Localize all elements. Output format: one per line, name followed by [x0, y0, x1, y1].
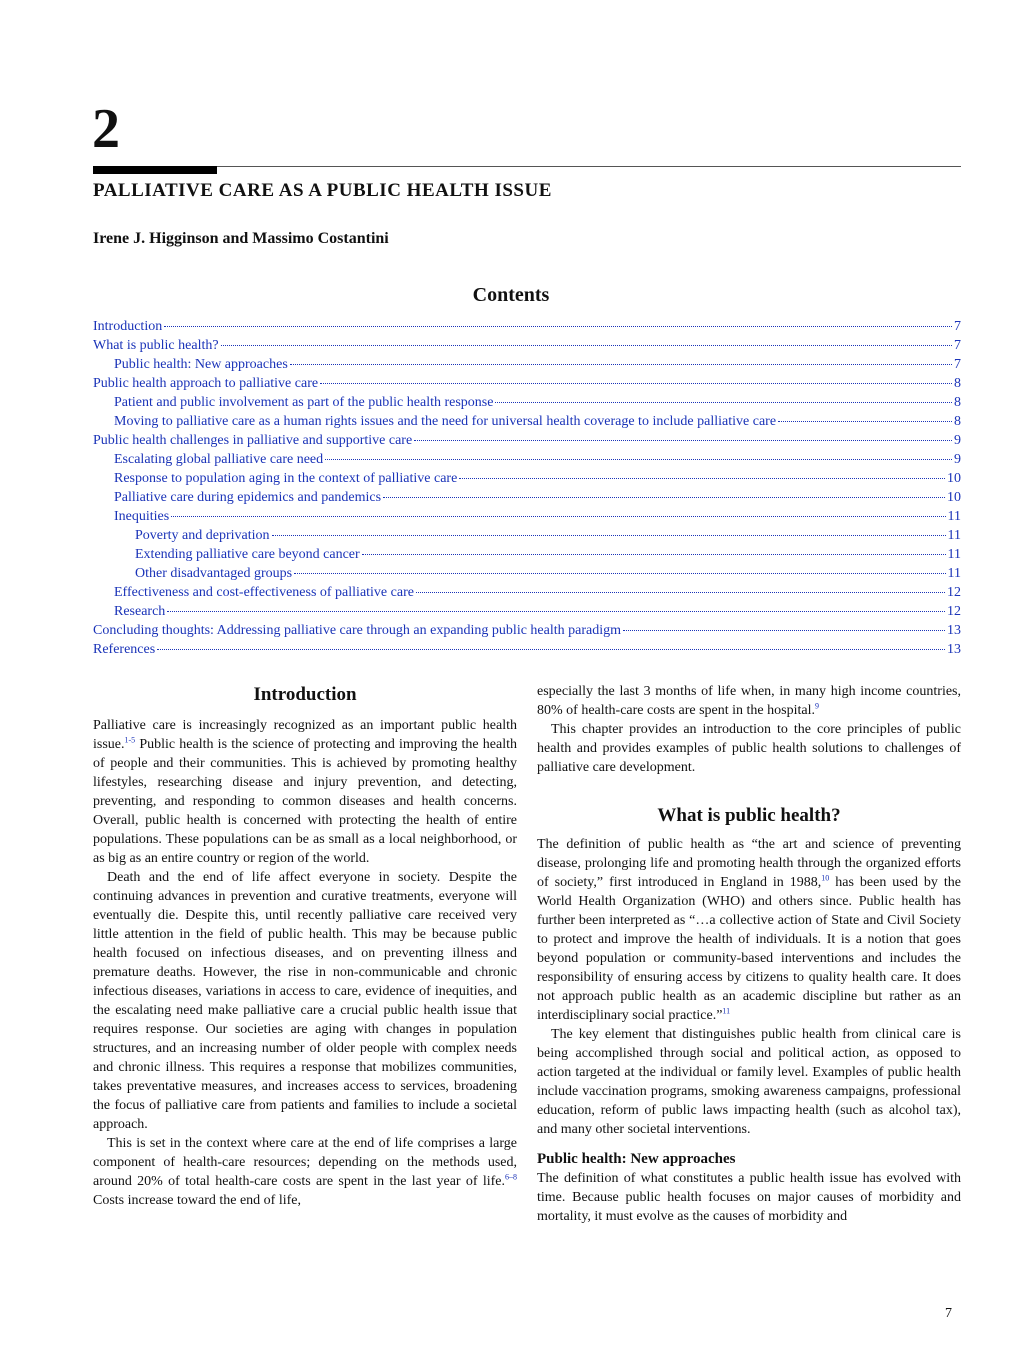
toc-entry-page: 8 [954, 414, 961, 429]
toc-entry-label: Concluding thoughts: Addressing palliative care through an expanding public health paradigm [93, 623, 621, 638]
chapter-title: PALLIATIVE CARE AS A PUBLIC HEALTH ISSUE [93, 180, 552, 201]
toc-dot-leader [495, 401, 952, 403]
toc-entry[interactable] [93, 393, 961, 412]
toc-entry-page: 7 [954, 338, 961, 353]
toc-entry-page: 13 [947, 623, 961, 638]
toc-entry-page: 7 [954, 357, 961, 372]
toc-dot-leader [164, 325, 952, 327]
toc-dot-leader [459, 477, 945, 479]
chapter-authors: Irene J. Higginson and Massimo Costantini [93, 230, 389, 247]
public-health-paragraph-1: The definition of public health as “the art and science of preventing disease, prolonging life and promoting health through the organized efforts of society,” first introduced in England in 1988,10 has been used by the World Health Organization (WHO) and others since. Public health has further been interpreted as “…a collective action of State and Civil Society to protect and improve the health of individuals. It is a notion that goes beyond population or community-based interventions and includes the responsibility of ensuring access by citizens to quality health care. It does not approach public health as an academic discipline but rather as an interdisciplinary social practice.”$^{11}$ [537, 837, 961, 1023]
toc-entry[interactable] [93, 602, 961, 621]
toc-entry-label: What is public health? [93, 338, 219, 353]
toc-dot-leader [272, 534, 946, 536]
chapter-rule-thin [217, 166, 961, 167]
toc-entry[interactable] [93, 336, 961, 355]
toc-entry-page: 8 [954, 376, 961, 391]
introduction-paragraph-5: This chapter provides an introduction to the core principles of public health and provides examples of public health solutions to challenges of palliative care development. [537, 722, 961, 775]
toc-entry-label: Public health challenges in palliative and supportive care [93, 433, 413, 448]
public-health-heading: What is public health? [657, 805, 841, 826]
toc-dot-leader [325, 458, 952, 460]
reference-link[interactable]: 9 [814, 701, 819, 711]
introduction-paragraph-1: Palliative care is increasingly recognized as an important public health issue.$^{1-5}$ Public health is the science of protecting and improving the health of people and their communities. This is achieved by promoting healthy lifestyles, researching disease and injury prevention, and detecting, preventing, and responding to common diseases and health concerns. Overall, public health is concerned with protecting the health of entire populations. These populations can be as small as a local neighborhood, or as big as an entire country or region of the world. [93, 718, 517, 866]
toc-dot-leader [221, 344, 952, 346]
introduction-paragraph-2: Death and the end of life affect everyone in society. Despite the continuing advances in prevention and curative treatments, everyone will eventually die. Despite this, until recently palliative care received very little attention in the field of public health. This may be because public health focused on infectious diseases, and on preventing illness and premature deaths. However, the rise in non-communicable and chronic infectious diseases, variations in access to care, evidence of inequities, and the escalating need make palliative care a crucial public health issue that requires response. Our societies are aging with changes in population structures, and an increasing number of older people with complex needs and chronic illness. This requires a response that mobilizes communities, takes preventative measures, and increases access to services, broadening the focus of palliative care from patients and families to include a societal approach. [93, 870, 517, 1132]
toc-entry-page: 7 [954, 319, 961, 334]
toc-entry-label: Public health: New approaches [114, 357, 288, 372]
introduction-paragraph-3: This is set in the context where care at the end of life comprises a large component of health-care resources; depending on the methods used, around 20% of total health-care costs are spent in the last year of life.$^{6-8}$ Costs increase toward the end of life, [93, 1136, 517, 1208]
toc-entry[interactable] [93, 545, 961, 564]
toc-entry-label: Extending palliative care beyond cancer [135, 547, 360, 562]
toc-entry-page: 9 [954, 452, 961, 467]
contents-heading: Contents [472, 284, 550, 306]
toc-entry-label: Moving to palliative care as a human rights issues and the need for universal health coverage to include palliative care [114, 414, 777, 429]
toc-entry[interactable] [93, 488, 961, 507]
toc-entry-label: References [93, 642, 156, 657]
toc-entry-label: Response to population aging in the context of palliative care [114, 471, 458, 486]
toc-entry[interactable] [93, 526, 961, 545]
toc-entry-label: Poverty and deprivation [135, 528, 270, 543]
new-approaches-paragraph: The definition of what constitutes a public health issue has evolved with time. Because public health focuses on major causes of morbidity and mortality, it must evolve as the causes of morbidity and [537, 1171, 961, 1224]
toc-entry-label: Inequities [114, 509, 170, 524]
right-column [537, 682, 961, 1226]
new-approaches-heading: Public health: New approaches [537, 1151, 736, 1167]
toc-entry-page: 11 [947, 509, 961, 524]
toc-entry[interactable] [93, 317, 961, 336]
toc-dot-leader [171, 515, 945, 517]
toc-dot-leader [290, 363, 952, 365]
toc-entry-label: Other disadvantaged groups [135, 566, 293, 581]
introduction-heading: Introduction [253, 684, 357, 705]
toc-entry-page: 13 [947, 642, 961, 657]
page-number: 7 [945, 1306, 952, 1321]
toc-dot-leader [623, 629, 945, 631]
toc-entry-page: 12 [947, 585, 961, 600]
toc-entry-label: Research [114, 604, 166, 619]
toc-entry[interactable] [93, 640, 961, 659]
toc-entry[interactable] [93, 374, 961, 393]
reference-link[interactable]: 6–8 [505, 1172, 517, 1182]
toc-dot-leader [778, 420, 952, 422]
toc-entry[interactable] [93, 621, 961, 640]
chapter-rule-thick [93, 166, 217, 174]
toc-entry-page: 8 [954, 395, 961, 410]
introduction-paragraph-4: especially the last 3 months of life when, in many high income countries, 80% of health-care costs are spent in the hospital.$^9$ [537, 684, 961, 718]
toc-entry[interactable] [93, 450, 961, 469]
toc-entry-label: Public health approach to palliative care [93, 376, 319, 391]
toc-entry-label: Palliative care during epidemics and pandemics [114, 490, 382, 505]
toc-entry[interactable] [93, 507, 961, 526]
toc-entry[interactable] [93, 583, 961, 602]
toc-entry-label: Introduction [93, 319, 163, 334]
toc-dot-leader [362, 553, 946, 555]
public-health-paragraph-2: The key element that distinguishes public health from clinical care is being accomplished through social and political action, as opposed to action targeted at the individual or family level. Examples of public health include vaccination programs, smoking awareness campaigns, professional education, reform of public laws impacting health (such as alcohol tax), and many other societal interventions. [537, 1027, 961, 1137]
toc-entry-label: Effectiveness and cost-effectiveness of palliative care [114, 585, 414, 600]
chapter-number: 2 [92, 98, 120, 160]
reference-link[interactable]: 10 [821, 873, 830, 883]
toc-entry-page: 10 [947, 490, 961, 505]
toc-entry[interactable] [93, 431, 961, 450]
left-column [93, 682, 517, 1210]
toc-entry-page: 11 [947, 528, 961, 543]
toc-dot-leader [157, 648, 945, 650]
toc-entry[interactable] [93, 355, 961, 374]
toc-entry-label: Escalating global palliative care need [114, 452, 324, 467]
toc-dot-leader [416, 591, 945, 593]
toc-dot-leader [414, 439, 952, 441]
toc-entry[interactable] [93, 564, 961, 583]
toc-entry-page: 12 [947, 604, 961, 619]
toc-dot-leader [320, 382, 952, 384]
reference-link[interactable]: 11 [722, 1006, 731, 1016]
toc-dot-leader [383, 496, 945, 498]
toc-entry-page: 10 [947, 471, 961, 486]
toc-entry-label: Patient and public involvement as part of the public health response [114, 395, 494, 410]
toc-dot-leader [167, 610, 945, 612]
toc-entry-page: 11 [947, 566, 961, 581]
toc-entry[interactable] [93, 469, 961, 488]
reference-link[interactable]: 1-5 [124, 735, 136, 745]
toc-entry-page: 11 [947, 547, 961, 562]
table-of-contents [93, 317, 961, 659]
toc-entry[interactable] [93, 412, 961, 431]
toc-entry-page: 9 [954, 433, 961, 448]
toc-dot-leader [294, 572, 945, 574]
